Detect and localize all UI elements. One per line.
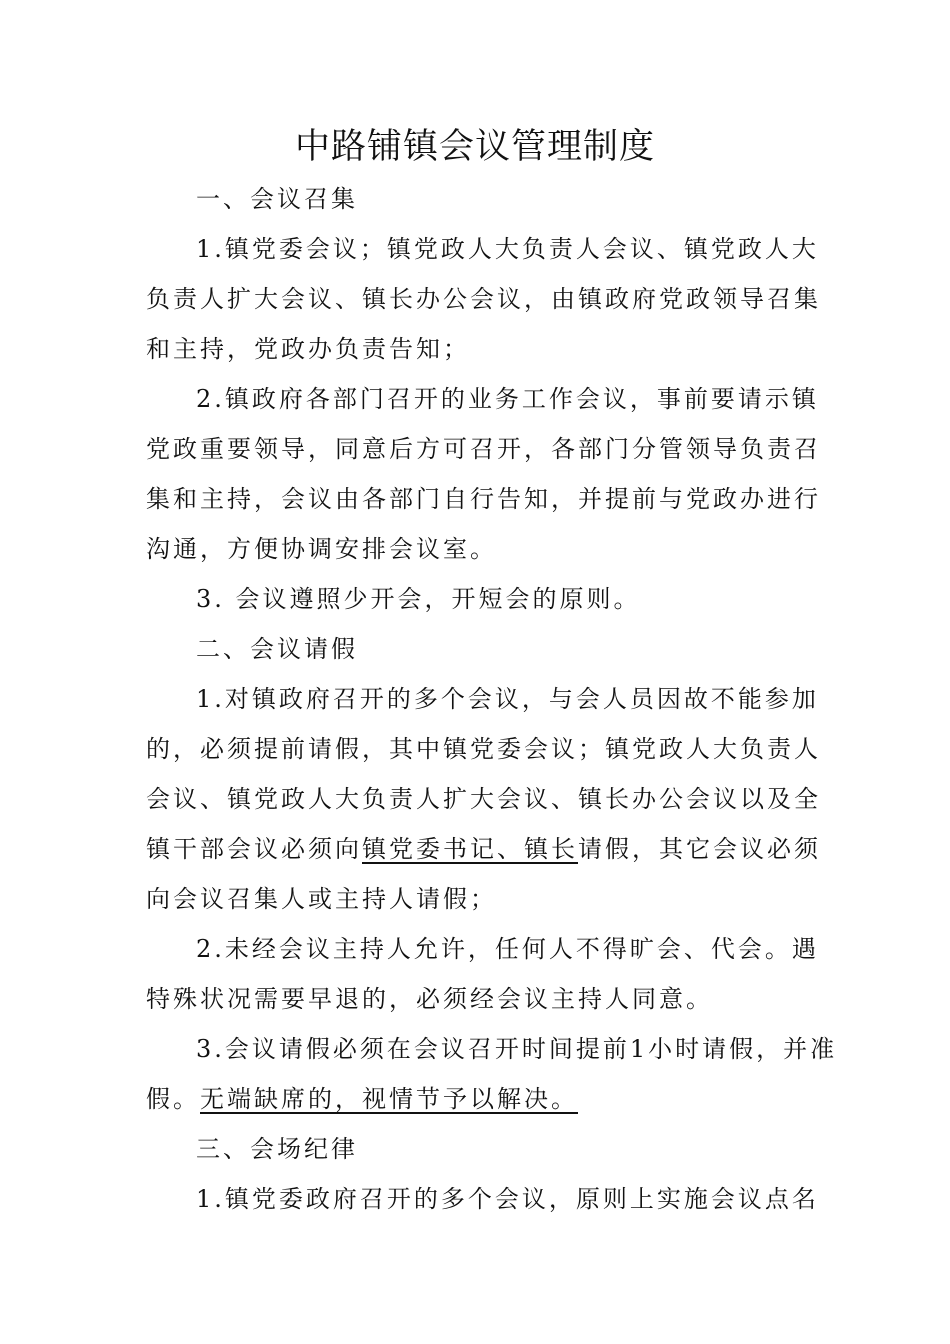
paragraph-line: 向会议召集人或主持人请假； <box>146 885 497 913</box>
text-segment: 假。 <box>146 1085 200 1113</box>
paragraph-line <box>146 829 821 869</box>
paragraph-line: 沟通，方便协调安排会议室。 <box>146 535 497 563</box>
paragraph-line: 1.镇党委会议；镇党政人大负责人会议、镇党政人大 <box>196 235 819 263</box>
paragraph-line: 负责人扩大会议、镇长办公会议，由镇政府党政领导召集 <box>146 285 821 313</box>
paragraph-line: 会议、镇党政人大负责人扩大会议、镇长办公会议以及全 <box>146 785 821 813</box>
paragraph-line: 的，必须提前请假，其中镇党委会议；镇党政人大负责人 <box>146 735 821 763</box>
paragraph-line: 1.镇党委政府召开的多个会议，原则上实施会议点名 <box>196 1185 819 1213</box>
paragraph-line: 党政重要领导，同意后方可召开，各部门分管领导负责召 <box>146 435 821 463</box>
underlined-text: 镇党委书记、镇长 <box>362 835 578 863</box>
section-heading-1: 一、会议召集 <box>196 185 358 213</box>
underlined-text: 无端缺席的，视情节予以解决。 <box>200 1085 578 1113</box>
paragraph-line: 1.对镇政府召开的多个会议，与会人员因故不能参加 <box>196 685 819 713</box>
paragraph-line: 2.未经会议主持人允许，任何人不得旷会、代会。遇 <box>196 935 819 963</box>
paragraph-line: 3. 会议遵照少开会，开短会的原则。 <box>196 585 641 613</box>
paragraph-line: 集和主持，会议由各部门自行告知，并提前与党政办进行 <box>146 485 821 513</box>
document-title: 中路铺镇会议管理制度 <box>294 127 655 167</box>
paragraph-line <box>146 1079 816 1119</box>
paragraph-line: 2.镇政府各部门召开的业务工作会议，事前要请示镇 <box>196 385 819 413</box>
text-segment: 镇干部会议必须向 <box>146 835 362 863</box>
section-heading-3: 三、会场纪律 <box>196 1135 358 1163</box>
paragraph-line: 3.会议请假必须在会议召开时间提前1小时请假，并准 <box>196 1035 838 1063</box>
paragraph-line: 特殊状况需要早退的，必须经会议主持人同意。 <box>146 985 713 1013</box>
section-heading-2: 二、会议请假 <box>196 635 358 663</box>
paragraph-line: 和主持，党政办负责告知； <box>146 335 470 363</box>
text-segment: 请假，其它会议必须 <box>578 835 821 863</box>
